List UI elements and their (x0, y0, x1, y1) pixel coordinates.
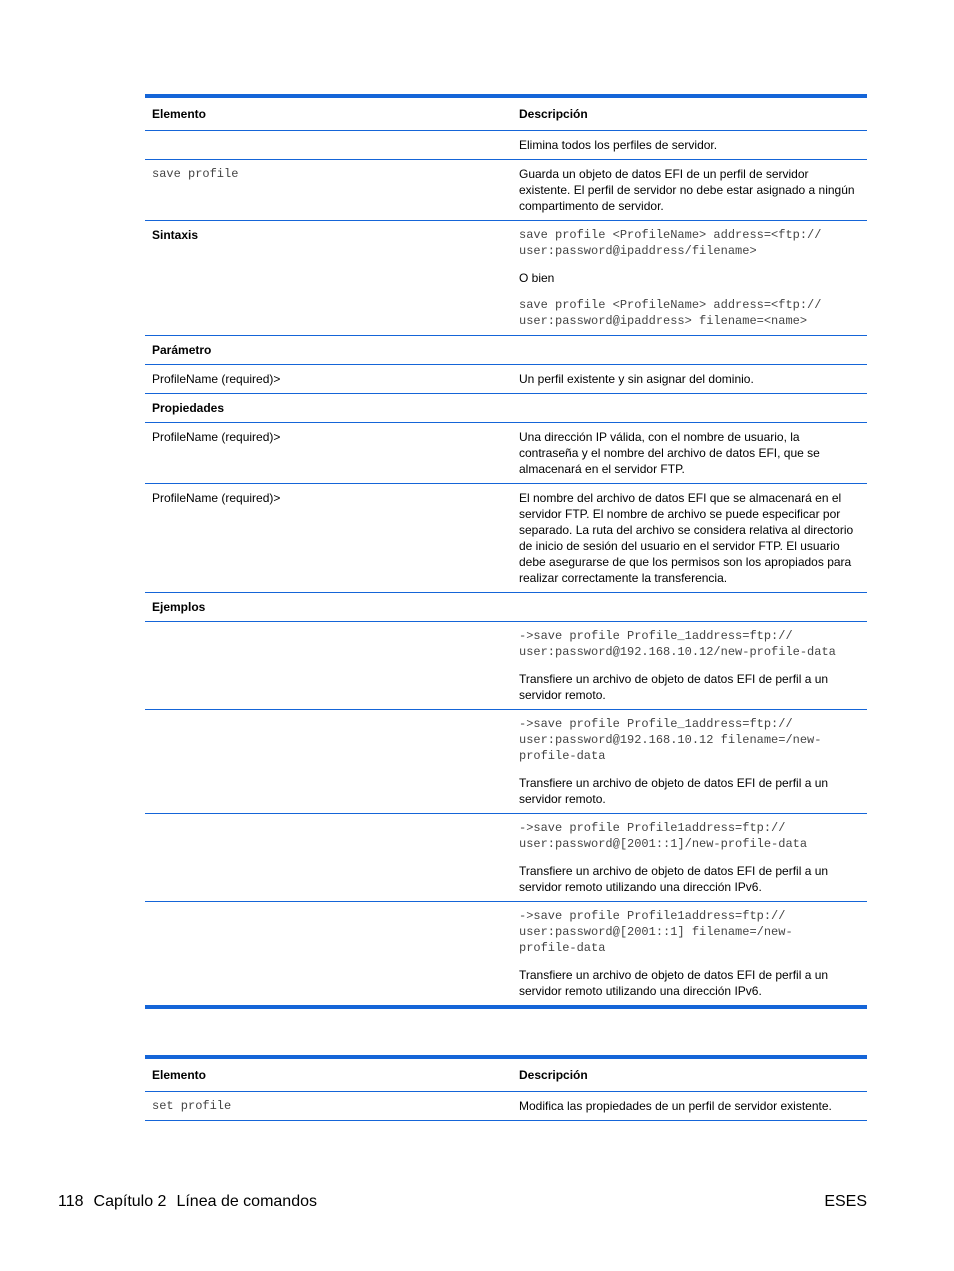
table-row (145, 365, 867, 394)
cell-elemento: ProfileName (required)> (145, 365, 513, 394)
cell-descripcion (513, 593, 867, 622)
header-elemento: Elemento (145, 1057, 513, 1092)
chapter-title: Línea de comandos (176, 1193, 317, 1210)
description-text: Modifica las propiedades de un perfil de servidor existente. (519, 1099, 832, 1113)
description-text: Transfiere un archivo de objeto de datos EFI de perfil a un servidor remoto. (519, 776, 829, 806)
cell-elemento: Propiedades (145, 394, 513, 423)
description-text: Transfiere un archivo de objeto de datos EFI de perfil a un servidor remoto utilizando una dirección IPv6. (519, 968, 829, 998)
description-text: O bien (519, 271, 555, 285)
command-table-set-profile (145, 1055, 867, 1121)
page-number: 118 (58, 1193, 84, 1210)
code-snippet: ->save profile Profile_1address=ftp:// user:password@192.168.10.12/new-profile-data (519, 629, 836, 659)
cell-elemento (145, 710, 513, 814)
cell-descripcion (513, 423, 867, 484)
description-text: Un perfil existente y sin asignar del dominio. (519, 372, 754, 386)
code-snippet: ->save profile Profile_1address=ftp:// user:password@192.168.10.12 filename=/new- profile-data (519, 717, 822, 763)
code-snippet: ->save profile Profile1address=ftp:// user:password@[2001::1] filename=/new- profile-data (519, 909, 793, 955)
table-row (145, 160, 867, 221)
table-row (145, 710, 867, 814)
cell-elemento (145, 902, 513, 1008)
header-elemento: Elemento (145, 96, 513, 131)
cell-descripcion (513, 336, 867, 365)
cell-descripcion (513, 131, 867, 160)
table-row (145, 423, 867, 484)
table-row (145, 593, 867, 622)
table-row (145, 336, 867, 365)
cell-elemento (145, 131, 513, 160)
cell-elemento: set profile (145, 1092, 513, 1121)
table-row (145, 131, 867, 160)
chapter-label: Capítulo 2 (93, 1193, 167, 1210)
table-row (145, 814, 867, 902)
cell-descripcion (513, 1092, 867, 1121)
cell-elemento (145, 622, 513, 710)
command-table-save-profile (145, 94, 867, 1009)
table-row (145, 1092, 867, 1121)
cell-descripcion (513, 484, 867, 593)
description-text: Elimina todos los perfiles de servidor. (519, 138, 718, 152)
description-text: Transfiere un archivo de objeto de datos EFI de perfil a un servidor remoto. (519, 672, 829, 702)
cell-descripcion (513, 710, 867, 814)
cell-descripcion (513, 902, 867, 1008)
table-row (145, 221, 867, 336)
table-row (145, 622, 867, 710)
cell-descripcion (513, 221, 867, 336)
cell-elemento: ProfileName (required)> (145, 423, 513, 484)
cell-descripcion (513, 622, 867, 710)
table-header-row (145, 1057, 867, 1092)
table-row (145, 902, 867, 1008)
cell-descripcion (513, 365, 867, 394)
table-row (145, 394, 867, 423)
description-text: Guarda un objeto de datos EFI de un perfil de servidor existente. El perfil de servidor no debe estar asignado a ningún compartimento de servidor. (519, 167, 855, 213)
cell-elemento: Parámetro (145, 336, 513, 365)
cell-elemento: Ejemplos (145, 593, 513, 622)
description-text: Transfiere un archivo de objeto de datos EFI de perfil a un servidor remoto utilizando una dirección IPv6. (519, 864, 829, 894)
footer-left (58, 1192, 317, 1212)
header-descripcion: Descripción (513, 1057, 867, 1092)
cell-elemento: ProfileName (required)> (145, 484, 513, 593)
cell-elemento: save profile (145, 160, 513, 221)
cell-elemento (145, 814, 513, 902)
code-snippet: save profile <ProfileName> address=<ftp:// user:password@ipaddress/filename> (519, 228, 822, 258)
description-text: El nombre del archivo de datos EFI que se almacenará en el servidor FTP. El nombre de archivo se puede especificar por separado. La ruta del archivo se considera relativa al directorio de inicio de sesión del usuario en el servidor FTP. El usuario debe asegurarse de que los permisos son los apropiados para realizar correctamente la transferencia. (519, 491, 854, 585)
cell-elemento: Sintaxis (145, 221, 513, 336)
locale-label: ESES (824, 1193, 867, 1210)
code-snippet: ->save profile Profile1address=ftp:// user:password@[2001::1]/new-profile-data (519, 821, 808, 851)
description-text: Una dirección IP válida, con el nombre de usuario, la contraseña y el nombre del archivo de datos EFI, que se almacenará en el servidor FTP. (519, 430, 820, 476)
cell-descripcion (513, 394, 867, 423)
table-header-row (145, 96, 867, 131)
header-descripcion: Descripción (513, 96, 867, 131)
code-snippet: save profile <ProfileName> address=<ftp:// user:password@ipaddress> filename=<name> (519, 298, 822, 328)
table-row (145, 484, 867, 593)
cell-descripcion (513, 160, 867, 221)
cell-descripcion (513, 814, 867, 902)
